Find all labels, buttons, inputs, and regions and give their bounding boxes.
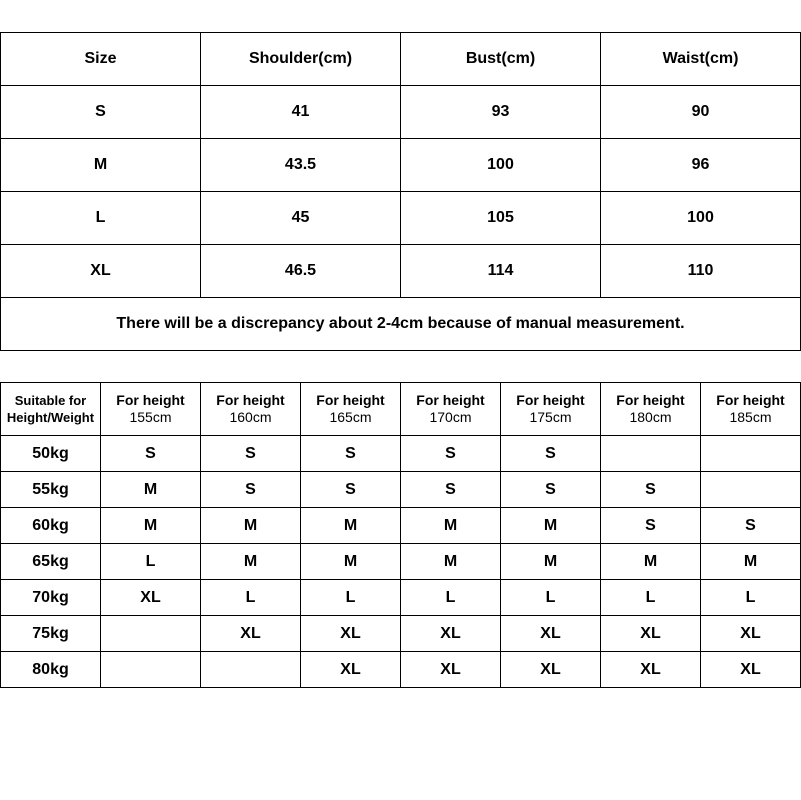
fit-size-cell bbox=[601, 436, 701, 472]
fit-size-cell: XL bbox=[501, 652, 601, 688]
height-header-value: 185cm bbox=[729, 409, 772, 425]
measurement-note: There will be a discrepancy about 2-4cm because of manual measurement. bbox=[1, 298, 801, 351]
fit-size-cell: M bbox=[301, 508, 401, 544]
weight-label-cell: 75kg bbox=[1, 616, 101, 652]
size-table-note-row bbox=[1, 298, 801, 351]
fit-size-cell: S bbox=[601, 508, 701, 544]
fit-size-cell: S bbox=[101, 436, 201, 472]
size-table-cell: 93 bbox=[401, 86, 601, 139]
fit-size-cell: S bbox=[501, 436, 601, 472]
size-table-cell: M bbox=[1, 139, 201, 192]
height-header-cell bbox=[501, 383, 601, 436]
fit-size-cell: XL bbox=[701, 616, 801, 652]
fit-size-cell: M bbox=[501, 508, 601, 544]
fit-size-cell: XL bbox=[201, 616, 301, 652]
fit-size-cell: XL bbox=[101, 580, 201, 616]
size-table-cell: 96 bbox=[601, 139, 801, 192]
corner-label-line: Suitable for bbox=[14, 393, 87, 408]
fit-size-cell: M bbox=[101, 472, 201, 508]
fit-size-cell: M bbox=[701, 544, 801, 580]
size-table-cell: L bbox=[1, 192, 201, 245]
height-header-label: For height bbox=[616, 392, 685, 408]
height-header-label: For height bbox=[116, 392, 185, 408]
fit-size-cell: L bbox=[501, 580, 601, 616]
height-header-value: 180cm bbox=[629, 409, 672, 425]
fit-size-cell: XL bbox=[401, 616, 501, 652]
fit-size-cell: L bbox=[601, 580, 701, 616]
height-weight-fit-table bbox=[0, 382, 801, 688]
fit-size-cell: M bbox=[301, 544, 401, 580]
weight-label-cell: 50kg bbox=[1, 436, 101, 472]
height-header-value: 160cm bbox=[229, 409, 272, 425]
size-table-row bbox=[1, 245, 801, 298]
fit-size-cell: S bbox=[201, 472, 301, 508]
size-table-cell: 41 bbox=[201, 86, 401, 139]
fit-table-row bbox=[1, 544, 801, 580]
height-header-label: For height bbox=[316, 392, 385, 408]
fit-size-cell: M bbox=[201, 508, 301, 544]
size-table-cell: 100 bbox=[601, 192, 801, 245]
fit-size-cell: M bbox=[401, 544, 501, 580]
height-header-label: For height bbox=[416, 392, 485, 408]
fit-table-corner-cell bbox=[1, 383, 101, 436]
fit-table-row bbox=[1, 652, 801, 688]
fit-size-cell: XL bbox=[601, 652, 701, 688]
fit-size-cell: M bbox=[501, 544, 601, 580]
fit-size-cell: L bbox=[701, 580, 801, 616]
height-header-cell bbox=[601, 383, 701, 436]
size-table-cell: 110 bbox=[601, 245, 801, 298]
size-table-row bbox=[1, 139, 801, 192]
height-header-cell bbox=[401, 383, 501, 436]
height-header-value: 155cm bbox=[129, 409, 172, 425]
fit-size-cell: M bbox=[101, 508, 201, 544]
size-table-cell: 90 bbox=[601, 86, 801, 139]
size-table-row bbox=[1, 86, 801, 139]
height-header-label: For height bbox=[216, 392, 285, 408]
size-table-cell: 45 bbox=[201, 192, 401, 245]
height-header-value: 165cm bbox=[329, 409, 372, 425]
fit-size-cell: S bbox=[301, 436, 401, 472]
fit-table-row bbox=[1, 472, 801, 508]
fit-table-header-row bbox=[1, 383, 801, 436]
fit-size-cell: S bbox=[301, 472, 401, 508]
height-header-cell bbox=[101, 383, 201, 436]
fit-size-cell bbox=[101, 616, 201, 652]
height-header-cell bbox=[301, 383, 401, 436]
corner-label-line: Height/Weight bbox=[6, 410, 95, 425]
fit-size-cell: L bbox=[201, 580, 301, 616]
fit-size-cell: M bbox=[201, 544, 301, 580]
weight-label-cell: 65kg bbox=[1, 544, 101, 580]
height-header-cell bbox=[201, 383, 301, 436]
height-header-cell bbox=[701, 383, 801, 436]
weight-label-cell: 60kg bbox=[1, 508, 101, 544]
size-table-row bbox=[1, 192, 801, 245]
fit-size-cell: XL bbox=[301, 652, 401, 688]
size-table-cell: 114 bbox=[401, 245, 601, 298]
fit-size-cell: M bbox=[401, 508, 501, 544]
fit-size-cell: XL bbox=[401, 652, 501, 688]
size-table-cell: S bbox=[1, 86, 201, 139]
weight-label-cell: 55kg bbox=[1, 472, 101, 508]
fit-size-cell: XL bbox=[601, 616, 701, 652]
fit-size-cell: L bbox=[101, 544, 201, 580]
fit-size-cell: XL bbox=[701, 652, 801, 688]
size-table-header-cell: Waist(cm) bbox=[601, 33, 801, 86]
size-table-cell: 105 bbox=[401, 192, 601, 245]
fit-size-cell bbox=[701, 472, 801, 508]
size-table-header-cell: Bust(cm) bbox=[401, 33, 601, 86]
fit-size-cell bbox=[201, 652, 301, 688]
size-measurement-table bbox=[0, 32, 801, 351]
fit-table-row bbox=[1, 508, 801, 544]
height-header-value: 175cm bbox=[529, 409, 572, 425]
fit-table-row bbox=[1, 580, 801, 616]
size-table-cell: 43.5 bbox=[201, 139, 401, 192]
size-table-cell: XL bbox=[1, 245, 201, 298]
fit-size-cell bbox=[701, 436, 801, 472]
weight-label-cell: 70kg bbox=[1, 580, 101, 616]
height-header-label: For height bbox=[516, 392, 585, 408]
fit-size-cell: S bbox=[701, 508, 801, 544]
size-table-cell: 100 bbox=[401, 139, 601, 192]
height-header-value: 170cm bbox=[429, 409, 472, 425]
size-table-cell: 46.5 bbox=[201, 245, 401, 298]
fit-table-row bbox=[1, 616, 801, 652]
fit-size-cell: S bbox=[601, 472, 701, 508]
fit-size-cell: S bbox=[401, 436, 501, 472]
size-table-header-cell: Size bbox=[1, 33, 201, 86]
fit-size-cell: S bbox=[201, 436, 301, 472]
fit-size-cell: L bbox=[301, 580, 401, 616]
size-table-header-row bbox=[1, 33, 801, 86]
weight-label-cell: 80kg bbox=[1, 652, 101, 688]
fit-size-cell: L bbox=[401, 580, 501, 616]
fit-size-cell: S bbox=[401, 472, 501, 508]
fit-size-cell: M bbox=[601, 544, 701, 580]
fit-size-cell: S bbox=[501, 472, 601, 508]
fit-table-row bbox=[1, 436, 801, 472]
fit-size-cell bbox=[101, 652, 201, 688]
fit-size-cell: XL bbox=[301, 616, 401, 652]
size-table-header-cell: Shoulder(cm) bbox=[201, 33, 401, 86]
height-header-label: For height bbox=[716, 392, 785, 408]
fit-size-cell: XL bbox=[501, 616, 601, 652]
